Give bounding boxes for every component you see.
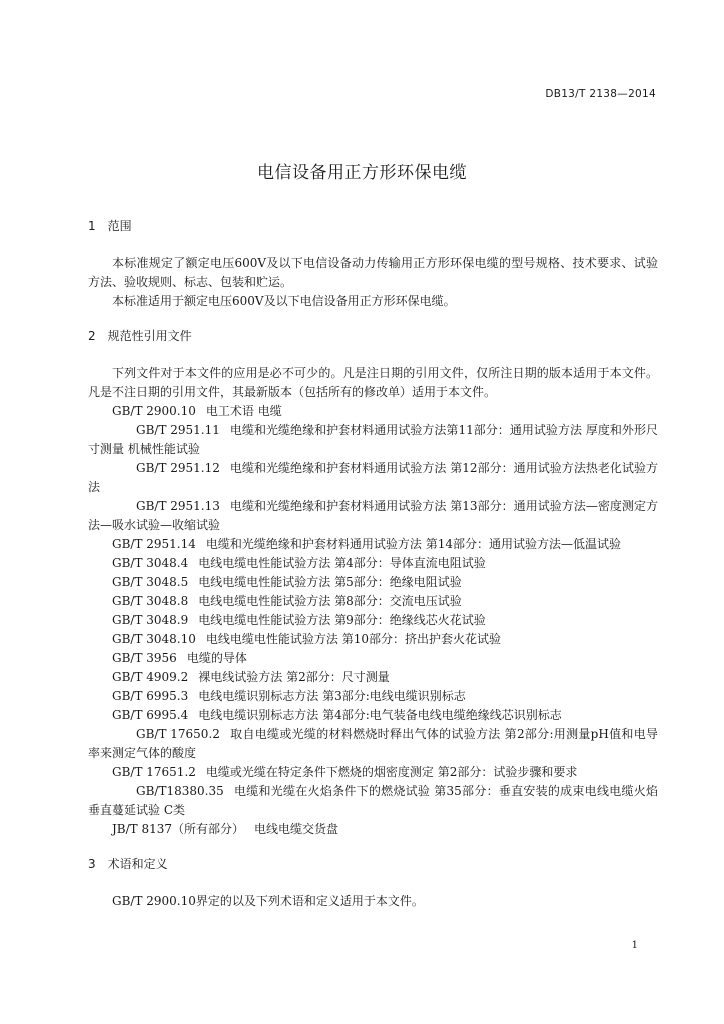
standard-code: DB13/T 2138—2014 bbox=[545, 88, 656, 100]
reference-item bbox=[88, 725, 658, 763]
reference-item bbox=[88, 573, 658, 592]
section-number: 3 bbox=[88, 857, 96, 871]
reference-title: 电缆或光缆在特定条件下燃烧的烟密度测定 第2部分：试验步骤和要求 bbox=[205, 765, 578, 779]
document-title: 电信设备用正方形环保电缆 bbox=[257, 163, 467, 183]
reference-title: 电缆的导体 bbox=[186, 651, 247, 665]
reference-item bbox=[88, 630, 658, 649]
reference-title: 电线电缆识别标志方法 第3部分:电线电缆识别标志 bbox=[198, 689, 466, 703]
reference-item bbox=[88, 763, 658, 782]
reference-code: GB/T 3048.4 bbox=[112, 556, 189, 570]
reference-item bbox=[88, 782, 658, 820]
reference-title: 裸电线试验方法 第2部分：尺寸测量 bbox=[198, 670, 390, 684]
reference-code: GB/T 6995.3 bbox=[112, 689, 189, 703]
reference-title: 取自电缆或光缆的材料燃烧时释出气体的试验方法 第2部分:用测量pH值和电导率来测定气体的酸度 bbox=[88, 727, 658, 760]
section-title: 范围 bbox=[107, 219, 132, 233]
document-body bbox=[88, 217, 658, 911]
reference-code: GB/T 2951.14 bbox=[112, 537, 196, 551]
reference-item bbox=[88, 592, 658, 611]
reference-title: 电线电缆交货盘 bbox=[254, 822, 339, 836]
reference-item bbox=[88, 820, 658, 839]
paragraph: 下列文件对于本文件的应用是必不可少的。凡是注日期的引用文件，仅所注日期的版本适用于本文件。凡是不注日期的引用文件，其最新版本（包括所有的修改单）适用于本文件。 bbox=[88, 366, 658, 399]
reference-item bbox=[88, 649, 658, 668]
reference-title: 电线电缆识别标志方法 第4部分:电气装备电线电缆绝缘线芯识别标志 bbox=[198, 708, 562, 722]
reference-item bbox=[88, 459, 658, 497]
reference-title: 电缆和光缆在火焰条件下的燃烧试验 第35部分：垂直安装的成束电线电缆火焰垂直蔓延试验 C类 bbox=[88, 784, 658, 817]
section-title: 术语和定义 bbox=[107, 857, 168, 871]
reference-title: 电线电缆电性能试验方法 第8部分：交流电压试验 bbox=[198, 594, 462, 608]
reference-item bbox=[88, 687, 658, 706]
section-number: 2 bbox=[88, 329, 96, 343]
section-heading-scope bbox=[88, 217, 658, 236]
reference-title: 电缆和光缆绝缘和护套材料通用试验方法 第12部分：通用试验方法热老化试验方法 bbox=[88, 461, 658, 494]
section-heading-terms-definitions bbox=[88, 855, 658, 874]
section-heading-normative-references bbox=[88, 327, 658, 346]
reference-code: JB/T 8137（所有部分） bbox=[112, 822, 245, 836]
reference-item bbox=[88, 535, 658, 554]
reference-title: 电缆和光缆绝缘和护套材料通用试验方法 第14部分：通用试验方法—低温试验 bbox=[205, 537, 621, 551]
reference-code: GB/T 4909.2 bbox=[112, 670, 189, 684]
reference-item bbox=[88, 554, 658, 573]
reference-title: 电线电缆电性能试验方法 第9部分：绝缘线芯火花试验 bbox=[198, 613, 486, 627]
reference-item bbox=[88, 611, 658, 630]
reference-title: 电缆和光缆绝缘和护套材料通用试验方法 第13部分：通用试验方法—密度测定方法—吸水试验—收缩试验 bbox=[88, 499, 658, 532]
reference-item bbox=[88, 421, 658, 459]
reference-code: GB/T 2900.10 bbox=[112, 404, 196, 418]
section-title: 规范性引用文件 bbox=[107, 329, 192, 343]
reference-code: GB/T 3048.9 bbox=[112, 613, 189, 627]
reference-code: GB/T 2951.11 bbox=[136, 423, 220, 437]
reference-code: GB/T 3048.5 bbox=[112, 575, 189, 589]
paragraph: 本标准规定了额定电压600V及以下电信设备动力传输用正方形环保电缆的型号规格、技术要求、试验方法、验收规则、标志、包装和贮运。 bbox=[88, 256, 658, 289]
reference-code: GB/T 2951.12 bbox=[136, 461, 220, 475]
reference-item bbox=[88, 668, 658, 687]
page-number: 1 bbox=[631, 940, 638, 951]
reference-item bbox=[88, 706, 658, 725]
paragraph: 本标准适用于额定电压600V及以下电信设备用正方形环保电缆。 bbox=[112, 294, 456, 308]
reference-list bbox=[88, 402, 658, 839]
reference-code: GB/T 17650.2 bbox=[136, 727, 220, 741]
reference-code: GB/T 17651.2 bbox=[112, 765, 196, 779]
reference-code: GB/T 3048.10 bbox=[112, 632, 196, 646]
reference-code: GB/T 6995.4 bbox=[112, 708, 189, 722]
reference-title: 电线电缆电性能试验方法 第4部分：导体直流电阻试验 bbox=[198, 556, 486, 570]
reference-title: 电线电缆电性能试验方法 第10部分：挤出护套火花试验 bbox=[205, 632, 501, 646]
reference-title: 电工术语 电缆 bbox=[205, 404, 282, 418]
reference-code: GB/T 3048.8 bbox=[112, 594, 189, 608]
reference-code: GB/T18380.35 bbox=[136, 784, 224, 798]
paragraph: GB/T 2900.10界定的以及下列术语和定义适用于本文件。 bbox=[112, 894, 424, 908]
reference-title: 电缆和光缆绝缘和护套材料通用试验方法第11部分：通用试验方法 厚度和外形尺寸测量 机械性能试验 bbox=[88, 423, 658, 456]
reference-item bbox=[88, 497, 658, 535]
section-number: 1 bbox=[88, 219, 96, 233]
reference-title: 电线电缆电性能试验方法 第5部分：绝缘电阻试验 bbox=[198, 575, 462, 589]
reference-code: GB/T 2951.13 bbox=[136, 499, 220, 513]
reference-item bbox=[88, 402, 658, 421]
reference-code: GB/T 3956 bbox=[112, 651, 177, 665]
